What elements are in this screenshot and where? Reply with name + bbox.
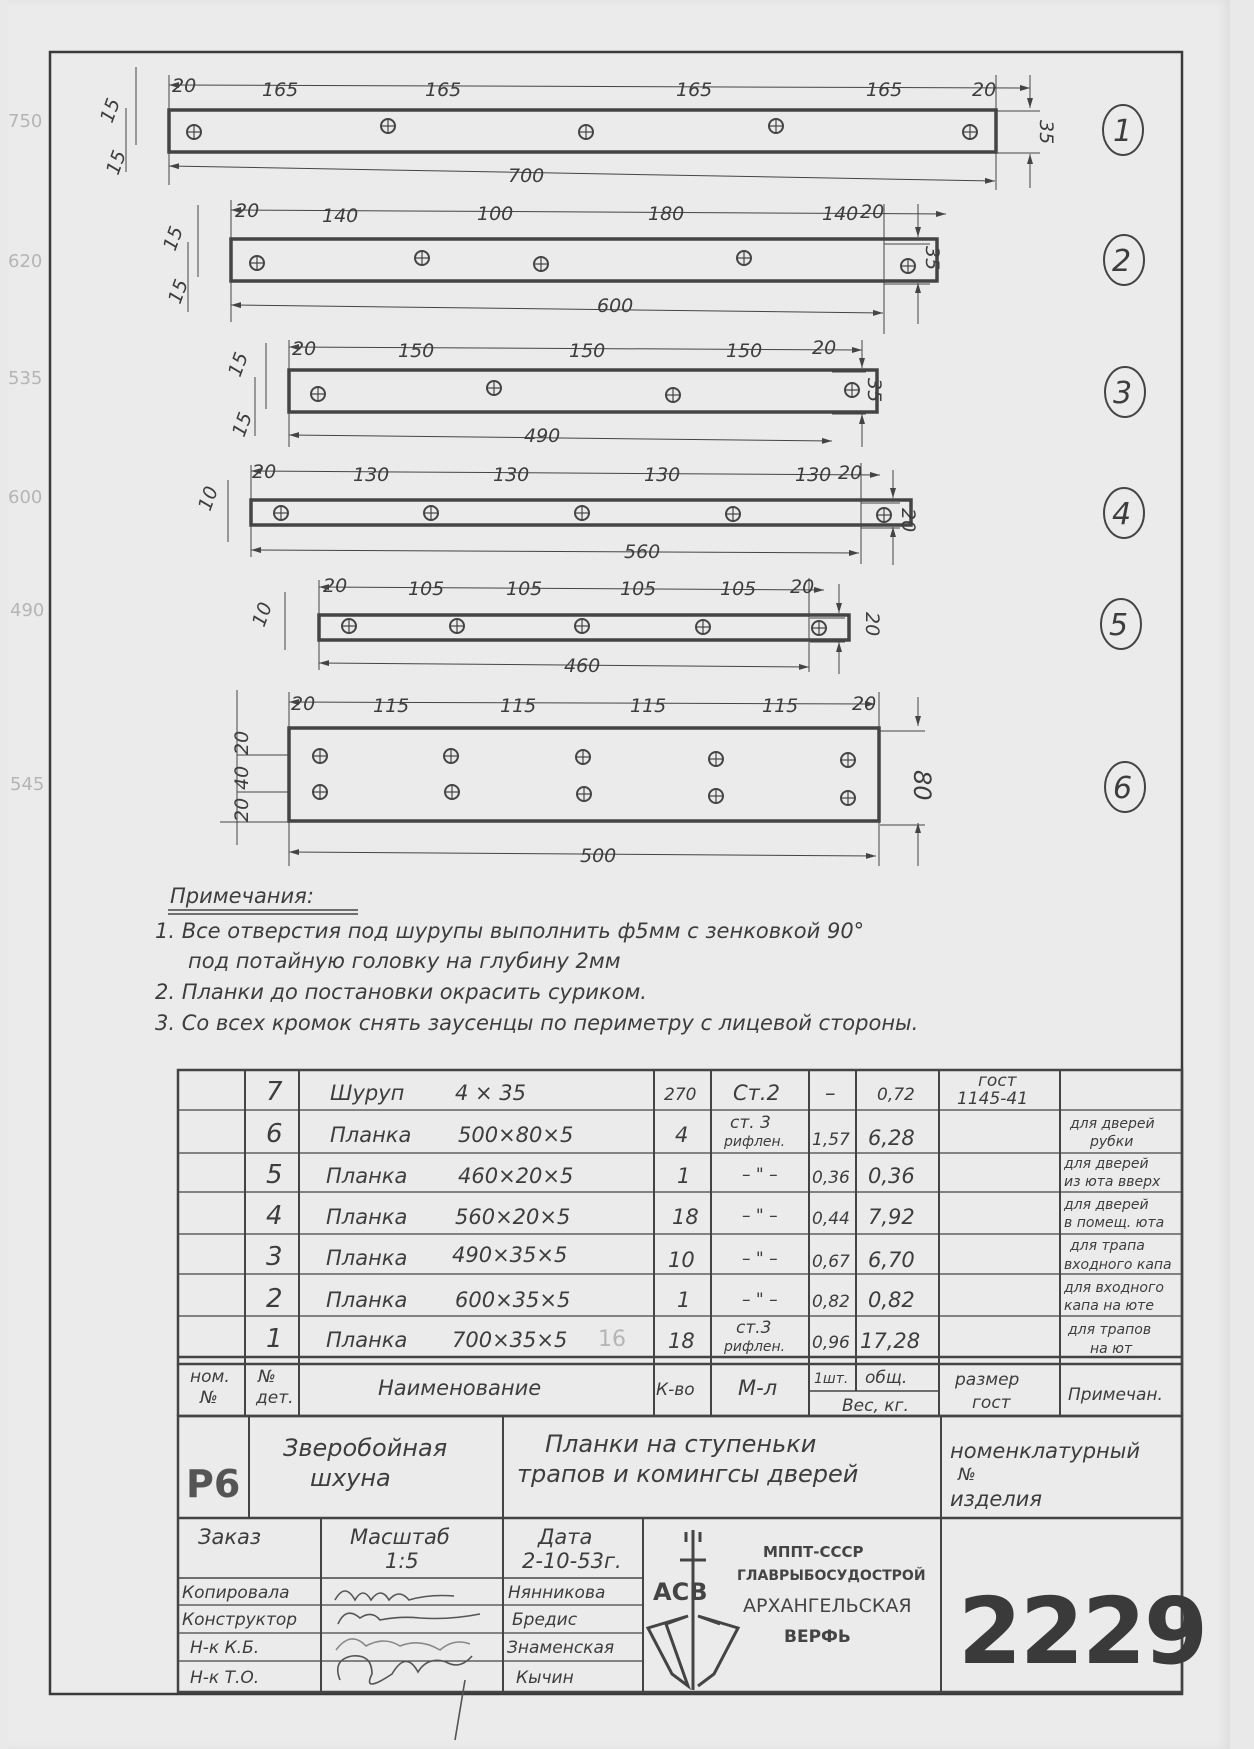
svg-text:изделия: изделия xyxy=(950,1487,1042,1511)
svg-text:Наименование: Наименование xyxy=(378,1376,542,1400)
note-item: 2. Планки до постановки окрасить суриком. xyxy=(155,980,647,1004)
svg-text:дет.: дет. xyxy=(256,1388,294,1408)
svg-text:560: 560 xyxy=(624,541,661,563)
svg-text:1: 1 xyxy=(266,1324,283,1354)
spec-table-row xyxy=(266,1156,1161,1190)
svg-text:ГЛАВРЫБОСУДОСТРОЙ: ГЛАВРЫБОСУДОСТРОЙ xyxy=(737,1568,926,1584)
svg-text:7,92: 7,92 xyxy=(868,1205,915,1229)
svg-text:Н-к К.Б.: Н-к К.Б. xyxy=(190,1638,260,1658)
svg-text:Планка: Планка xyxy=(326,1288,408,1312)
svg-text:Планки на ступеньки: Планки на ступеньки xyxy=(545,1430,817,1458)
svg-text:ст.3: ст.3 xyxy=(736,1318,772,1338)
project-code: Р6 xyxy=(186,1462,241,1506)
svg-text:для дверей: для дверей xyxy=(1064,1156,1149,1172)
detail-3-drawing xyxy=(255,340,877,447)
svg-text:трапов и комингсы дверей: трапов и комингсы дверей xyxy=(517,1460,859,1488)
svg-text:0,72: 0,72 xyxy=(877,1085,915,1105)
svg-text:500×80×5: 500×80×5 xyxy=(458,1123,574,1147)
svg-text:18: 18 xyxy=(672,1205,699,1229)
svg-text:115: 115 xyxy=(630,695,667,717)
svg-text:К-во: К-во xyxy=(656,1380,695,1400)
svg-text:80: 80 xyxy=(908,770,936,801)
svg-text:15: 15 xyxy=(96,95,125,126)
svg-text:35: 35 xyxy=(1035,120,1057,145)
svg-text:4: 4 xyxy=(1112,497,1132,532)
svg-text:из юта вверх: из юта вверх xyxy=(1064,1174,1161,1190)
detail-4-dimensions xyxy=(194,461,919,563)
svg-text:ст. 3: ст. 3 xyxy=(730,1113,771,1133)
svg-text:6: 6 xyxy=(1113,771,1133,806)
svg-text:6,28: 6,28 xyxy=(868,1126,915,1150)
margin-note: 600 xyxy=(8,487,43,508)
svg-text:–: – xyxy=(825,1081,836,1105)
svg-text:1,57: 1,57 xyxy=(812,1130,850,1150)
spec-table-row xyxy=(266,1318,1151,1357)
svg-text:МППТ-СССР: МППТ-СССР xyxy=(763,1543,864,1561)
svg-text:490: 490 xyxy=(524,425,561,447)
svg-text:1145-41: 1145-41 xyxy=(957,1089,1029,1109)
svg-text:Н-к Т.О.: Н-к Т.О. xyxy=(190,1668,260,1688)
svg-text:№: № xyxy=(258,1367,276,1387)
svg-text:Планка: Планка xyxy=(330,1123,412,1147)
svg-text:гост: гост xyxy=(978,1071,1017,1091)
svg-text:600×35×5: 600×35×5 xyxy=(455,1288,571,1312)
svg-text:40: 40 xyxy=(231,765,253,790)
svg-text:500: 500 xyxy=(580,845,617,867)
svg-text:15: 15 xyxy=(224,349,253,380)
logo-letters: АСВ xyxy=(653,1578,708,1606)
svg-text:17,28: 17,28 xyxy=(860,1329,921,1353)
svg-text:2: 2 xyxy=(266,1284,283,1314)
detail-6-drawing xyxy=(220,690,925,866)
svg-text:140: 140 xyxy=(822,203,859,225)
svg-text:1: 1 xyxy=(1113,114,1133,149)
svg-text:130: 130 xyxy=(795,464,832,486)
svg-text:105: 105 xyxy=(620,578,657,600)
svg-text:АРХАНГЕЛЬСКАЯ: АРХАНГЕЛЬСКАЯ xyxy=(743,1595,912,1617)
svg-text:Копировала: Копировала xyxy=(182,1583,290,1603)
svg-text:0,44: 0,44 xyxy=(812,1209,850,1229)
svg-text:Заказ: Заказ xyxy=(198,1525,262,1549)
svg-text:0,82: 0,82 xyxy=(868,1288,915,1312)
detail-2-label xyxy=(1104,235,1144,285)
detail-2-dimensions xyxy=(159,200,943,317)
svg-text:6: 6 xyxy=(266,1119,283,1149)
svg-text:для трапа: для трапа xyxy=(1070,1238,1145,1254)
svg-text:20: 20 xyxy=(292,338,317,360)
svg-text:Конструктор: Конструктор xyxy=(182,1610,298,1630)
svg-text:130: 130 xyxy=(353,464,390,486)
svg-text:18: 18 xyxy=(668,1329,695,1353)
margin-note: 620 xyxy=(8,251,43,272)
svg-text:165: 165 xyxy=(425,79,462,101)
svg-text:– " –: – " – xyxy=(742,1249,778,1269)
svg-text:16: 16 xyxy=(598,1327,626,1352)
detail-3-label xyxy=(1105,367,1145,417)
svg-text:20: 20 xyxy=(972,79,997,101)
svg-text:130: 130 xyxy=(493,464,530,486)
svg-text:общ.: общ. xyxy=(865,1368,908,1388)
svg-text:рифлен.: рифлен. xyxy=(724,1134,786,1150)
svg-text:165: 165 xyxy=(676,79,713,101)
detail-1-dimensions xyxy=(96,75,1057,187)
spec-table-row xyxy=(266,1197,1164,1231)
svg-text:номенклатурный: номенклатурный xyxy=(950,1439,1140,1463)
svg-text:рубки: рубки xyxy=(1090,1134,1134,1150)
svg-text:Бредис: Бредис xyxy=(512,1610,578,1630)
margin-note: 490 xyxy=(10,600,45,621)
detail-4-label xyxy=(1104,488,1144,538)
svg-text:20: 20 xyxy=(235,200,260,222)
svg-text:150: 150 xyxy=(398,340,435,362)
svg-text:20: 20 xyxy=(790,576,815,598)
signatures xyxy=(335,1591,480,1740)
shipyard-logo xyxy=(648,1530,738,1690)
svg-text:10: 10 xyxy=(194,483,223,514)
svg-text:150: 150 xyxy=(569,340,606,362)
drawing-number: 2229 xyxy=(958,1578,1207,1685)
svg-text:115: 115 xyxy=(762,695,799,717)
svg-text:140: 140 xyxy=(322,205,359,227)
margin-notes xyxy=(8,111,44,795)
svg-text:700×35×5: 700×35×5 xyxy=(452,1328,568,1352)
svg-text:5: 5 xyxy=(1109,608,1129,643)
svg-text:10: 10 xyxy=(668,1248,695,1272)
note-item: 1. Все отверстия под шурупы выполнить ф5мм с зенковкой 90° xyxy=(155,919,865,943)
svg-text:15: 15 xyxy=(102,147,131,178)
svg-text:20: 20 xyxy=(323,575,348,597)
svg-text:Шуруп: Шуруп xyxy=(330,1081,405,1105)
svg-text:шхуна: шхуна xyxy=(310,1464,391,1492)
svg-text:для дверей: для дверей xyxy=(1070,1116,1155,1132)
svg-text:рифлен.: рифлен. xyxy=(724,1339,786,1355)
svg-text:115: 115 xyxy=(500,695,537,717)
svg-text:15: 15 xyxy=(228,409,257,440)
svg-text:1:5: 1:5 xyxy=(385,1549,419,1573)
svg-text:20: 20 xyxy=(897,508,919,533)
detail-6-dimensions xyxy=(231,693,936,867)
svg-text:на ют: на ют xyxy=(1090,1341,1133,1357)
svg-text:15: 15 xyxy=(164,276,193,307)
svg-text:20: 20 xyxy=(231,797,253,822)
organization-block xyxy=(737,1543,926,1647)
svg-text:Планка: Планка xyxy=(326,1328,408,1352)
spec-table-row xyxy=(266,1071,1028,1109)
svg-text:Примечан.: Примечан. xyxy=(1068,1385,1163,1405)
detail-3-dimensions xyxy=(224,337,885,447)
svg-text:20: 20 xyxy=(291,693,316,715)
svg-text:35: 35 xyxy=(921,246,943,271)
svg-text:Планка: Планка xyxy=(326,1205,408,1229)
svg-text:Масштаб: Масштаб xyxy=(350,1525,450,1549)
svg-text:ВЕРФЬ: ВЕРФЬ xyxy=(784,1627,851,1647)
svg-text:600: 600 xyxy=(597,295,634,317)
svg-text:20: 20 xyxy=(852,693,877,715)
svg-text:№: № xyxy=(200,1388,218,1408)
svg-text:Нянникова: Нянникова xyxy=(508,1583,606,1603)
svg-text:– " –: – " – xyxy=(742,1206,778,1226)
svg-text:Дата: Дата xyxy=(538,1525,593,1549)
svg-text:105: 105 xyxy=(506,578,543,600)
svg-text:1: 1 xyxy=(677,1288,691,1312)
svg-text:0,96: 0,96 xyxy=(812,1333,850,1353)
margin-note: 750 xyxy=(8,111,43,132)
note-item: под потайную головку на глубину 2мм xyxy=(188,949,621,973)
svg-text:490×35×5: 490×35×5 xyxy=(452,1243,568,1267)
notes-section xyxy=(155,884,918,1035)
margin-note: 535 xyxy=(8,368,43,389)
spec-table-header xyxy=(190,1367,1163,1416)
svg-text:входного капа: входного капа xyxy=(1064,1257,1172,1273)
svg-text:20: 20 xyxy=(812,337,837,359)
detail-1-label xyxy=(1103,105,1143,155)
svg-text:4 × 35: 4 × 35 xyxy=(455,1081,527,1105)
spec-table-row xyxy=(266,1280,1164,1314)
svg-text:3: 3 xyxy=(1113,376,1133,411)
svg-text:3: 3 xyxy=(266,1242,283,1272)
svg-text:гост: гост xyxy=(972,1393,1011,1413)
specification-table xyxy=(178,1070,1182,1416)
svg-text:35: 35 xyxy=(863,378,885,403)
svg-text:700: 700 xyxy=(508,165,545,187)
svg-text:ном.: ном. xyxy=(190,1367,230,1387)
svg-text:10: 10 xyxy=(248,599,277,630)
svg-text:– " –: – " – xyxy=(742,1165,778,1185)
svg-text:1: 1 xyxy=(677,1164,691,1188)
svg-text:№: № xyxy=(958,1465,976,1485)
svg-text:20: 20 xyxy=(860,201,885,223)
svg-text:460: 460 xyxy=(564,655,601,677)
svg-text:2: 2 xyxy=(1112,244,1132,279)
svg-text:Зверобойная: Зверобойная xyxy=(283,1434,448,1462)
svg-text:0,67: 0,67 xyxy=(812,1252,850,1272)
svg-text:Ст.2: Ст.2 xyxy=(733,1081,780,1105)
svg-text:105: 105 xyxy=(408,578,445,600)
svg-text:100: 100 xyxy=(477,203,514,225)
svg-text:Вес, кг.: Вес, кг. xyxy=(842,1396,909,1416)
svg-text:Планка: Планка xyxy=(326,1246,408,1270)
svg-text:6,70: 6,70 xyxy=(868,1248,915,1272)
svg-text:0,82: 0,82 xyxy=(812,1292,850,1312)
svg-text:560×20×5: 560×20×5 xyxy=(455,1205,571,1229)
margin-note: 545 xyxy=(10,774,45,795)
svg-text:180: 180 xyxy=(648,203,685,225)
svg-text:5: 5 xyxy=(266,1160,283,1190)
svg-text:15: 15 xyxy=(159,223,188,254)
svg-text:0,36: 0,36 xyxy=(868,1164,915,1188)
svg-text:Кычин: Кычин xyxy=(516,1668,574,1688)
svg-text:20: 20 xyxy=(231,730,253,755)
svg-text:20: 20 xyxy=(861,612,883,637)
svg-text:капа на юте: капа на юте xyxy=(1064,1298,1154,1314)
svg-text:115: 115 xyxy=(373,695,410,717)
svg-text:0,36: 0,36 xyxy=(812,1168,850,1188)
svg-text:Знаменская: Знаменская xyxy=(507,1638,615,1658)
svg-text:1шт.: 1шт. xyxy=(814,1371,849,1387)
svg-text:165: 165 xyxy=(262,79,299,101)
svg-text:105: 105 xyxy=(720,578,757,600)
detail-5-label xyxy=(1101,599,1141,649)
svg-text:270: 270 xyxy=(664,1085,697,1105)
svg-text:150: 150 xyxy=(726,340,763,362)
svg-text:в помещ. юта: в помещ. юта xyxy=(1064,1215,1165,1231)
svg-text:для дверей: для дверей xyxy=(1064,1197,1149,1213)
note-item: 3. Со всех кромок снять заусенцы по периметру с лицевой стороны. xyxy=(155,1011,919,1035)
svg-text:Планка: Планка xyxy=(326,1164,408,1188)
svg-text:2-10-53г.: 2-10-53г. xyxy=(522,1549,622,1573)
svg-text:4: 4 xyxy=(266,1201,283,1231)
spec-table-row xyxy=(266,1238,1172,1273)
svg-text:7: 7 xyxy=(266,1077,283,1107)
detail-6-label xyxy=(1105,762,1145,812)
svg-text:М-л: М-л xyxy=(738,1376,778,1400)
svg-text:для входного: для входного xyxy=(1064,1280,1164,1296)
svg-text:20: 20 xyxy=(838,462,863,484)
svg-text:размер: размер xyxy=(955,1370,1020,1390)
notes-title: Примечания: xyxy=(170,884,314,908)
svg-text:460×20×5: 460×20×5 xyxy=(458,1164,574,1188)
svg-text:20: 20 xyxy=(252,461,277,483)
svg-text:– " –: – " – xyxy=(742,1290,778,1310)
svg-text:130: 130 xyxy=(644,464,681,486)
svg-text:4: 4 xyxy=(675,1123,689,1147)
svg-text:20: 20 xyxy=(172,75,197,97)
svg-text:для трапов: для трапов xyxy=(1068,1322,1152,1338)
svg-text:165: 165 xyxy=(866,79,903,101)
